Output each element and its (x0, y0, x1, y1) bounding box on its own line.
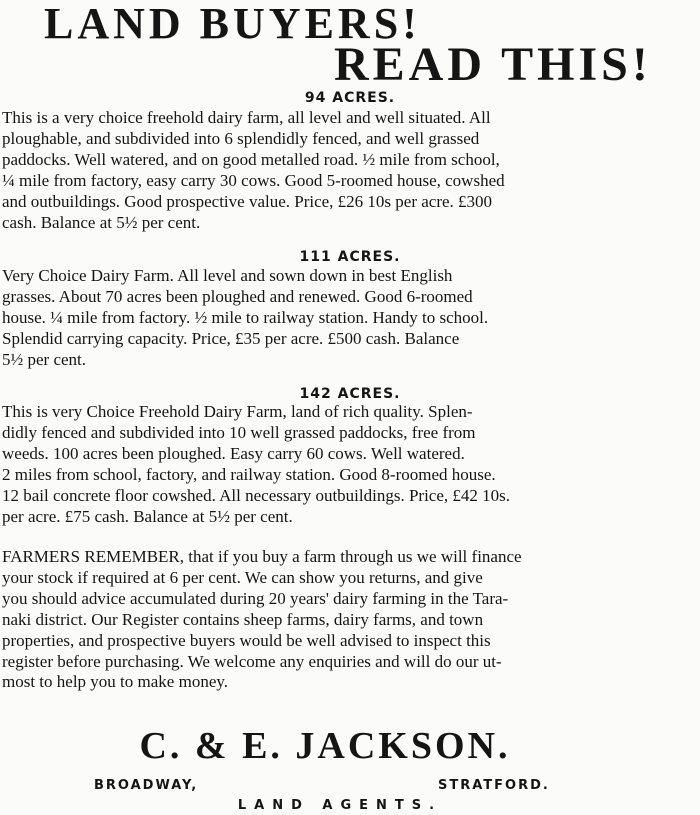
section-body-94-acres (2, 108, 676, 233)
body-line: ¼ mile from factory, easy carry 30 cows. Good 5-roomed house, cowshed (2, 170, 505, 190)
body-line: 2 miles from school, factory, and railway station. Good 8-roomed house. (2, 464, 496, 484)
body-line: didly fenced and subdivided into 10 well grassed paddocks, free from (2, 422, 476, 442)
section-title-94-acres: 94 ACRES. (304, 90, 396, 106)
body-line: 5½ per cent. (2, 349, 87, 369)
body-line: paddocks. Well watered, and on good metalled road. ½ mile from school, (2, 149, 500, 169)
body-line: 12 bail concrete floor cowshed. All necessary outbuildings. Price, £42 10s. (2, 485, 510, 505)
body-line: grasses. About 70 acres been ploughed and renewed. Good 6-roomed (2, 286, 473, 306)
body-line: This is very Choice Freehold Dairy Farm, land of rich quality. Splen- (2, 402, 473, 421)
body-line: properties, and prospective buyers would be well advised to inspect this (2, 630, 491, 650)
body-line: ploughable, and subdivided into 6 splendidly fenced, and well grassed (2, 128, 480, 148)
body-line: weeds. 100 acres been ploughed. Easy carry 60 cows. Well watered. (2, 443, 465, 463)
section-body-111-acres (2, 266, 676, 371)
headline-read-this: READ THIS! (334, 38, 652, 91)
closing-paragraph (2, 547, 676, 693)
body-line: Splendid carrying capacity. Price, £35 per acre. £500 cash. Balance (2, 328, 460, 348)
firm-name: C. & E. JACKSON. (139, 725, 511, 767)
section-title-142-acres: 142 ACRES. (299, 386, 401, 402)
body-line: Very Choice Dairy Farm. All level and sown down in best English (2, 266, 453, 285)
body-line: most to help you to make money. (2, 672, 229, 692)
body-line: This is a very choice freehold dairy farm, all level and well situated. All (2, 108, 491, 127)
land-agents: LAND AGENTS. (237, 798, 443, 813)
body-line: FARMERS REMEMBER, that if you buy a farm through us we will finance (2, 547, 522, 566)
body-line: register before purchasing. We welcome any enquiries and will do our ut- (2, 651, 502, 671)
body-line: and outbuildings. Good prospective value. Price, £26 10s per acre. £300 (2, 191, 493, 211)
section-title-111-acres: 111 ACRES. (299, 249, 401, 265)
body-line: per acre. £75 cash. Balance at 5½ per cent. (2, 506, 293, 526)
body-line: you should advice accumulated during 20 years' dairy farming in the Tara- (2, 588, 509, 608)
address-stratford: STRATFORD. (438, 778, 550, 793)
section-body-142-acres (2, 402, 676, 527)
body-line: naki district. Our Register contains sheep farms, dairy farms, and town (2, 609, 484, 629)
body-line: house. ¼ mile from factory. ½ mile to railway station. Handy to school. (2, 307, 489, 327)
headline-land-buyers: LAND BUYERS! (44, 0, 421, 48)
body-line: your stock if required at 6 per cent. We can show you returns, and give (2, 567, 483, 587)
body-line: cash. Balance at 5½ per cent. (2, 212, 201, 232)
address-broadway: BROADWAY, (94, 778, 199, 793)
